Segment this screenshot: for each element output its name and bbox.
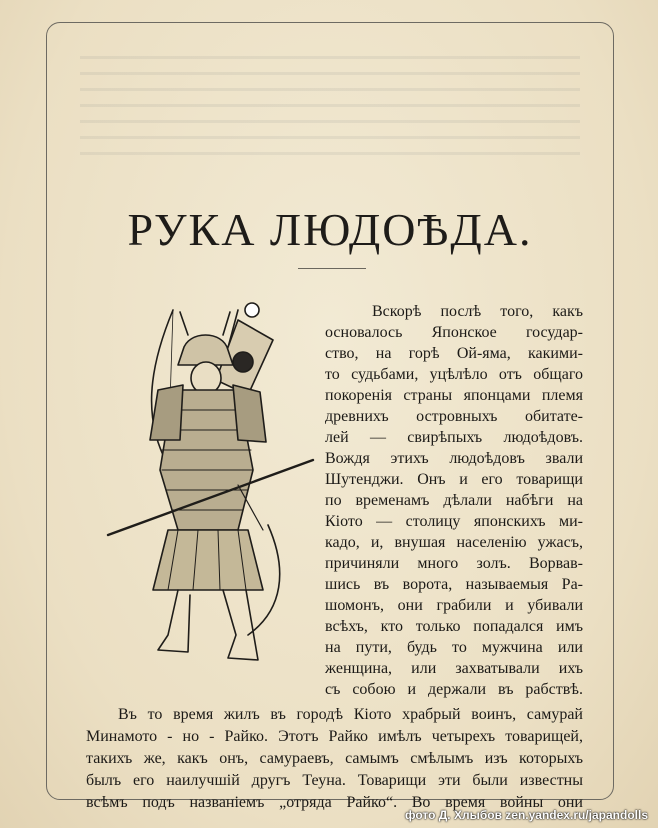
- text-line: на пути, будь то мужчина или: [325, 639, 583, 656]
- text-line: Кіото — столицу японскихъ ми-: [325, 513, 583, 530]
- text-line: съ собою и держали въ рабствѣ.: [325, 681, 583, 698]
- samurai-illustration-icon: [88, 290, 318, 670]
- text-line: всѣмъ подъ названіемъ „отряда Райко“. Во время войны они: [86, 794, 583, 811]
- text-line: Вождя этихъ людоѣдовъ звали: [325, 450, 583, 467]
- text-line: кадо, и, внушая населенію ужасъ,: [325, 534, 583, 551]
- text-line: ство, на горѣ Ой-яма, какими-: [325, 345, 583, 362]
- text-line: Шутенджи. Онъ и его товарищи: [325, 471, 583, 488]
- text-line: Въ то время жилъ въ городѣ Кіото храбрый воинъ, самурай: [118, 706, 583, 723]
- text-line: былъ его наилучшій другъ Теуна. Товарищи эти были известны: [86, 772, 583, 789]
- text-line: Минамото - но - Райко. Этотъ Райко имѣлъ четырехъ товарищей,: [86, 728, 583, 745]
- title-divider: [298, 268, 366, 269]
- text-line: то судьбами, уцѣлѣло отъ общаго: [325, 366, 583, 383]
- text-line: всѣхъ, кто только попадался имъ: [325, 618, 583, 635]
- text-line: основалось Японское государ-: [325, 324, 583, 341]
- text-line: покоренія страны японцами племя: [325, 387, 583, 404]
- text-line: такихъ же, какъ онъ, самураевъ, самымъ смѣлымъ изъ которыхъ: [86, 750, 583, 767]
- bleed-through-text: [80, 56, 580, 166]
- text-line: шись въ ворота, называемыя Ра-: [325, 576, 583, 593]
- text-line: по временамъ дѣлали набѣги на: [325, 492, 583, 509]
- text-line: лей — свирѣпыхъ людоѣдовъ.: [325, 429, 583, 446]
- text-line: древнихъ островныхъ обитате-: [325, 408, 583, 425]
- text-line: женщина, или захватывали ихъ: [325, 660, 583, 677]
- photo-credit-watermark: фото Д. Хлыбов zen.yandex.ru/japandolls: [404, 808, 648, 822]
- text-line: причиняли много золъ. Ворвав-: [325, 555, 583, 572]
- article-title: РУКА ЛЮДОѢДА.: [127, 204, 533, 255]
- text-line: Вскорѣ послѣ того, какъ: [372, 303, 583, 320]
- text-line: шомонъ, они грабили и убивали: [325, 597, 583, 614]
